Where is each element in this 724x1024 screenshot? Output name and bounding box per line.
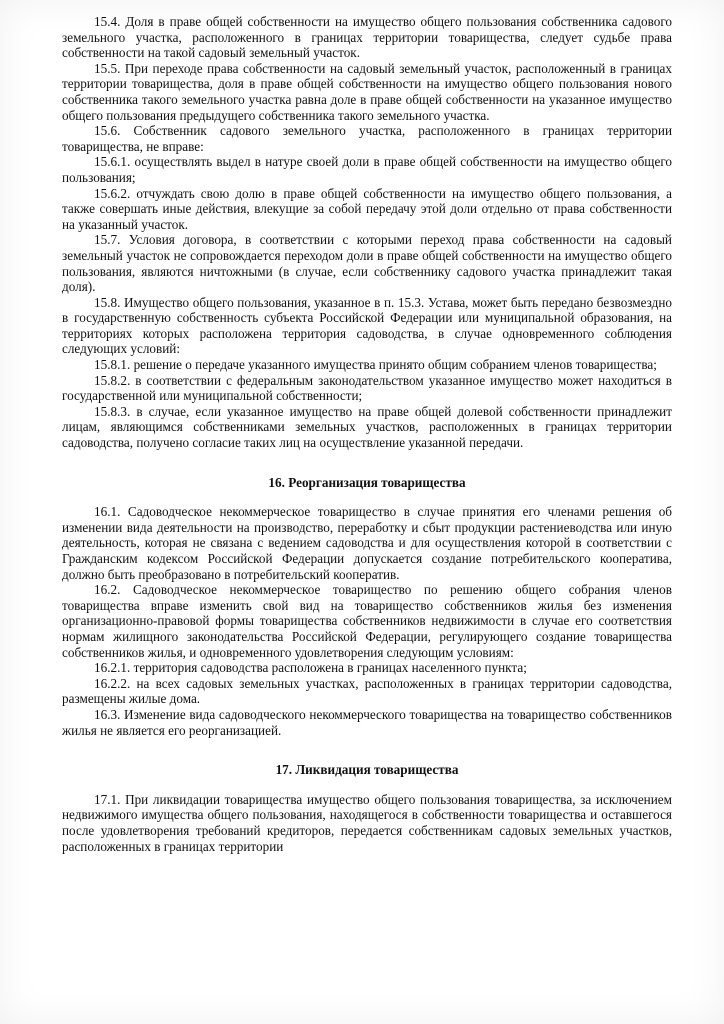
section-heading-16: 16. Реорганизация товарищества: [268, 474, 466, 490]
paragraph-15-6-1: 15.6.1. осуществлять выдел в натуре своей доли в праве общей собственности на имущество общего пользования;: [62, 154, 672, 185]
paragraph-15-8: 15.8. Имущество общего пользования, указанное в п. 15.3. Устава, может быть передано безвозмездно в государственную собственность субъекта Российской Федерации или муниципальной образования, на территориях которых расположена территория садоводства, в случае одновременного соблюдения следующих условий:: [62, 294, 672, 357]
paragraph-15-7: 15.7. Условия договора, в соответствии с которыми переход права собственности на садовый земельный участок не сопровождается переходом доли в праве общей собственности на имущество общего пользования, являются ничтожными (в случае, если собственнику садового участка принадлежит такая доля).: [62, 232, 672, 295]
paragraph-17-1: 17.1. При ликвидации товарищества имущество общего пользования товарищества, за исключением недвижимого имущества общего пользования, находящегося в собственности товарищества и оставшегося после удовлетворения требований кредиторов, передается собственникам садовых земельных участков, расположенных в границах территории: [62, 791, 672, 854]
paragraph-16-2-2: 16.2.2. на всех садовых земельных участках, расположенных в границах территории садоводства, размещены жилые дома.: [62, 675, 672, 707]
paragraph-15-6-2: 15.6.2. отчуждать свою долю в праве общей собственности на имущество общего пользования, а также совершать иные действия, влекущие за собой передачу этой доли отдельно от права собственности на указанный участок.: [62, 185, 672, 232]
paragraph-15-8-1: 15.8.1. решение о передаче указанного имущества принято общим собранием членов товарищества;: [94, 357, 657, 373]
paragraph-15-8-2: 15.8.2. в соответствии с федеральным законодательством указанное имущество может находиться в государственной или муниципальной собственности;: [62, 372, 672, 404]
paragraph-15-4: 15.4. Доля в праве общей собственности на имущество общего пользования собственника садового земельного участка, расположенного в границах территории товарищества, следует судьбе права собственности на такой садовый земельный участок.: [62, 14, 672, 61]
document-page: [62, 14, 672, 854]
paragraph-16-3: 16.3. Изменение вида садоводческого некоммерческого товарищества на товарищество собственников жилья не является его реорганизацией.: [62, 706, 672, 738]
section-heading-17: 17. Ликвидация товарищества: [275, 762, 459, 778]
paragraph-15-6: 15.6. Собственник садового земельного участка, расположенного в границах территории товарищества, не вправе:: [62, 123, 672, 154]
paragraph-15-8-3: 15.8.3. в случае, если указанное имущество на праве общей долевой собственности принадлежит лицам, являющимся собственниками земельных участков, расположенных в границах территории садоводства, получено согласие таких лиц на осуществление указанной передачи.: [62, 403, 672, 451]
paragraph-16-2-1: 16.2.1. территория садоводства расположена в границах населенного пункта;: [94, 660, 527, 676]
paragraph-16-2: 16.2. Садоводческое некоммерческое товарищество по решению общего собрания членов товарищества вправе изменить свой вид на товарищество собственников жилья без изменения организационно-правовой формы товарищества собственников недвижимости в случае его соответствия нормам жилищного законодательства Российской Федерации, регулирующего создание товарищества собственников жилья, и одновременного удовлетворения следующим условиям:: [62, 582, 672, 660]
paragraph-15-5: 15.5. При переходе права собственности на садовый земельный участок, расположенный в границах территории товарищества, доля в праве общей собственности на имущество общего пользования нового собственника такого земельного участка равна доле в праве общей собственности на указанное имущество общего пользования предыдущего собственника такого земельного участка.: [62, 60, 672, 123]
paragraph-16-1: 16.1. Садоводческое некоммерческое товарищество в случае принятия его членами решения об изменении вида деятельности на производство, переработку и сбыт продукции растениеводства или иную деятельность, которая не связана с ведением садоводства и для осуществления которой в соответствии с Гражданским кодексом Российской Федерации допускается создание потребительского кооператива, должно быть преобразовано в потребительский кооператив.: [62, 504, 672, 582]
